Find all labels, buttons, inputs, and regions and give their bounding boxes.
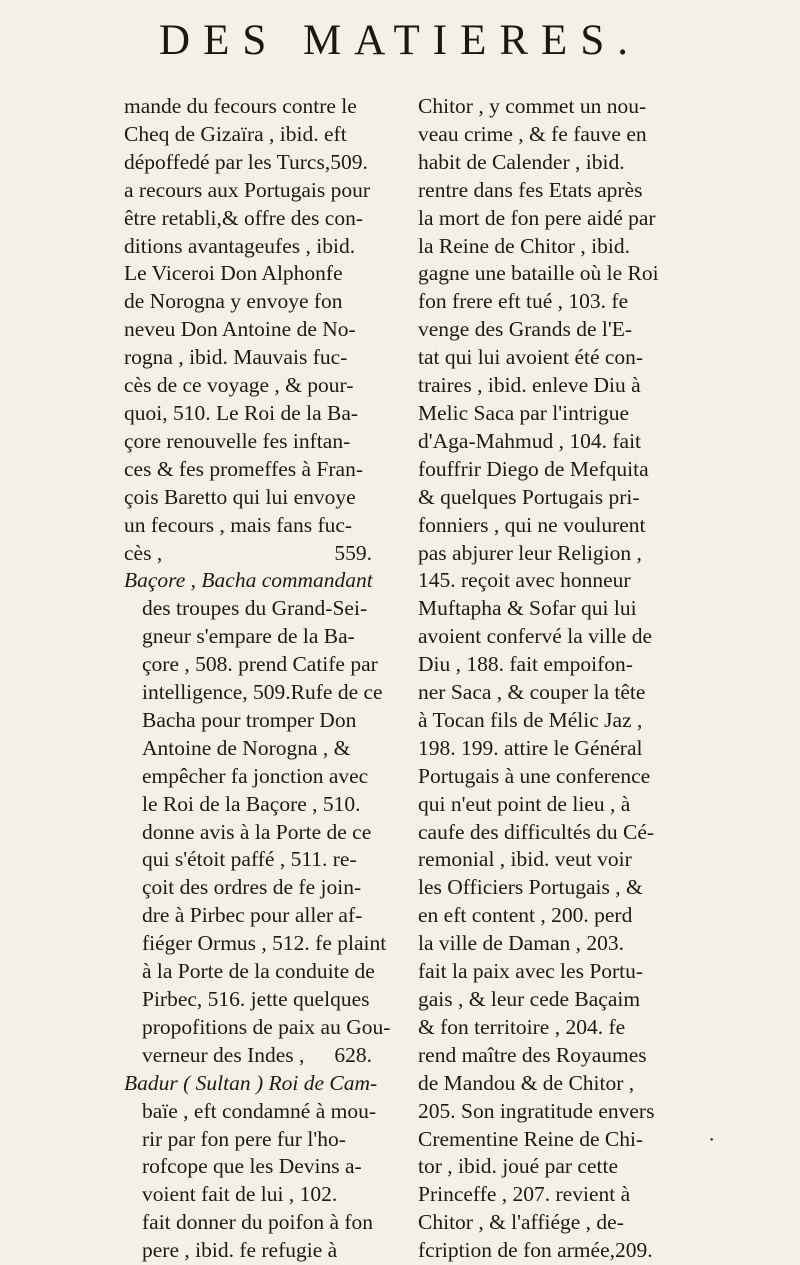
text-line: quoi, 510. Le Roi de la Ba- (124, 400, 359, 425)
text-line: à Tocan fils de Mélic Jaz , (418, 707, 643, 732)
text-line: intelligence, 509.Rufe de ce (142, 680, 383, 705)
page-ref: 559. (334, 540, 372, 565)
text-line: Chitor , y commet un nou- (418, 94, 647, 118)
text-line: fon frere eft tué , 103. fe (418, 289, 629, 314)
text-line: traires , ibid. enleve Diu à (418, 373, 641, 398)
text-line: 198. 199. attire le Général (418, 735, 643, 760)
text-line: cès de ce voyage , & pour- (124, 373, 354, 398)
text-line: les Officiers Portugais , & (418, 875, 643, 900)
text-line: de Mandou & de Chitor , (418, 1070, 635, 1095)
text-line: gagne une bataille où le Roi (418, 261, 659, 286)
text-line: neveu Don Antoine de No- (124, 317, 356, 342)
text-line: 145. reçoit avec honneur (418, 568, 631, 593)
text-line: a recours aux Portugais pour (124, 177, 370, 202)
text-line: tor , ibid. joué par cette (418, 1154, 618, 1179)
text-line: venge des Grands de l'E- (418, 317, 633, 342)
text-line: Antoine de Norogna , & (142, 735, 351, 760)
text-line: fait donner du poifon à fon (142, 1210, 374, 1235)
text-line: un fecours , mais fans fuc- (124, 512, 353, 537)
text-line: qui s'étoit paffé , 511. re- (142, 847, 357, 872)
text-line: rofcope que les Devins a- (142, 1154, 362, 1179)
text-line: Muftapha & Sofar qui lui (418, 596, 637, 621)
text-line: Portugais à une conference (418, 763, 651, 788)
text-line: fcription de fon armée,209. (418, 1238, 653, 1263)
text-line: la Reine de Chitor , ibid. (418, 233, 630, 258)
text-line: çore renouvelle fes inftan- (124, 428, 351, 453)
margin-dot: • (709, 1136, 715, 1146)
text-line: Bacha pour tromper Don (142, 707, 357, 732)
left-column (124, 93, 391, 1265)
text-line: de Norogna y envoye fon (124, 289, 343, 314)
text-line: voient fait de lui , 102. (142, 1182, 338, 1207)
text-line: fiéger Ormus , 512. fe plaint (142, 931, 387, 956)
entry-heading: Baçore , Bacha commandant (124, 568, 373, 593)
running-header: DES MATIERES. (159, 17, 641, 64)
text-line: rogna , ibid. Mauvais fuc- (124, 345, 348, 370)
text-line: dre à Pirbec pour aller af- (142, 903, 363, 928)
text-line: donne avis à la Porte de ce (142, 819, 372, 844)
text-line: Chitor , & l'affiége , de- (418, 1210, 624, 1235)
text-line: empêcher fa jonction avec (142, 763, 369, 788)
text-line: dépoffedé par les Turcs,509. (124, 149, 368, 174)
page-ref: 628. (334, 1042, 372, 1067)
text-line: propofitions de paix au Gou- (142, 1014, 391, 1039)
right-column (418, 93, 680, 1265)
text-line: rend maître des Royaumes (418, 1042, 647, 1067)
text-line: en eft content , 200. perd (418, 903, 633, 928)
text-line: la mort de fon pere aidé par (418, 205, 656, 230)
text-line: çoit des ordres de fe join- (142, 875, 362, 900)
text-line: caufe des difficultés du Cé- (418, 819, 655, 844)
text-line: Crementine Reine de Chi- (418, 1126, 644, 1151)
text-line: Princeffe , 207. revient à (418, 1182, 631, 1207)
text-line: çore , 508. prend Catife par (142, 652, 378, 677)
text-line: fonniers , qui ne voulurent (418, 512, 646, 537)
text-line: ces & fes promeffes à Fran- (124, 456, 363, 481)
text-line: veau crime , & fe fauve en (418, 121, 647, 146)
text-line: habit de Calender , ibid. (418, 149, 625, 174)
text-line: Melic Saca par l'intrigue (418, 400, 630, 425)
text-line: à la Porte de la conduite de (142, 959, 375, 984)
text-line: avoient confervé la ville de (418, 624, 653, 649)
text-line: pas abjurer leur Religion , (418, 540, 642, 565)
text-line: ditions avantageufes , ibid. (124, 233, 356, 258)
entry-heading: Badur ( Sultan ) Roi de Cam- (124, 1070, 378, 1095)
text-line: mande du fecours contre le (124, 94, 357, 118)
text-line: Pirbec, 516. jette quelques (142, 987, 370, 1011)
text-line: Cheq de Gizaïra , ibid. eft (124, 121, 347, 146)
text-line: gneur s'empare de la Ba- (142, 624, 355, 649)
text-line: pere , ibid. fe refugie à (142, 1238, 338, 1263)
text-line: des troupes du Grand-Sei- (142, 596, 368, 621)
text-line: rir par fon pere fur l'ho- (142, 1126, 346, 1151)
text-line: fait la paix avec les Portu- (418, 959, 644, 984)
text-line: la ville de Daman , 203. (418, 931, 624, 956)
text-line: remonial , ibid. veut voir (418, 847, 632, 872)
text-line: tat qui lui avoient été con- (418, 345, 644, 370)
text-line: être retabli,& offre des con- (124, 205, 363, 230)
text-line: rentre dans fes Etats après (418, 177, 643, 202)
text-line: gais , & leur cede Baçaim (418, 987, 641, 1011)
text-line: Le Viceroi Don Alphonfe (124, 261, 343, 286)
text-line (124, 1042, 372, 1070)
text-fragment: verneur des Indes , (142, 1042, 305, 1067)
text-line: qui n'eut point de lieu , à (418, 791, 631, 816)
text-line: le Roi de la Baçore , 510. (142, 791, 361, 816)
text-line: d'Aga-Mahmud , 104. fait (418, 428, 642, 453)
text-line: Diu , 188. fait empoifon- (418, 652, 633, 677)
text-line: & quelques Portugais pri- (418, 484, 640, 509)
text-line: 205. Son ingratitude envers (418, 1098, 655, 1123)
text-line (124, 540, 372, 568)
text-line: baïe , eft condamné à mou- (142, 1098, 377, 1123)
text-line: fouffrir Diego de Mefquita (418, 456, 649, 481)
text-fragment: cès , (124, 540, 163, 565)
text-line: ner Saca , & couper la tête (418, 680, 646, 705)
text-line: & fon territoire , 204. fe (418, 1014, 626, 1039)
text-line: çois Baretto qui lui envoye (124, 484, 356, 509)
